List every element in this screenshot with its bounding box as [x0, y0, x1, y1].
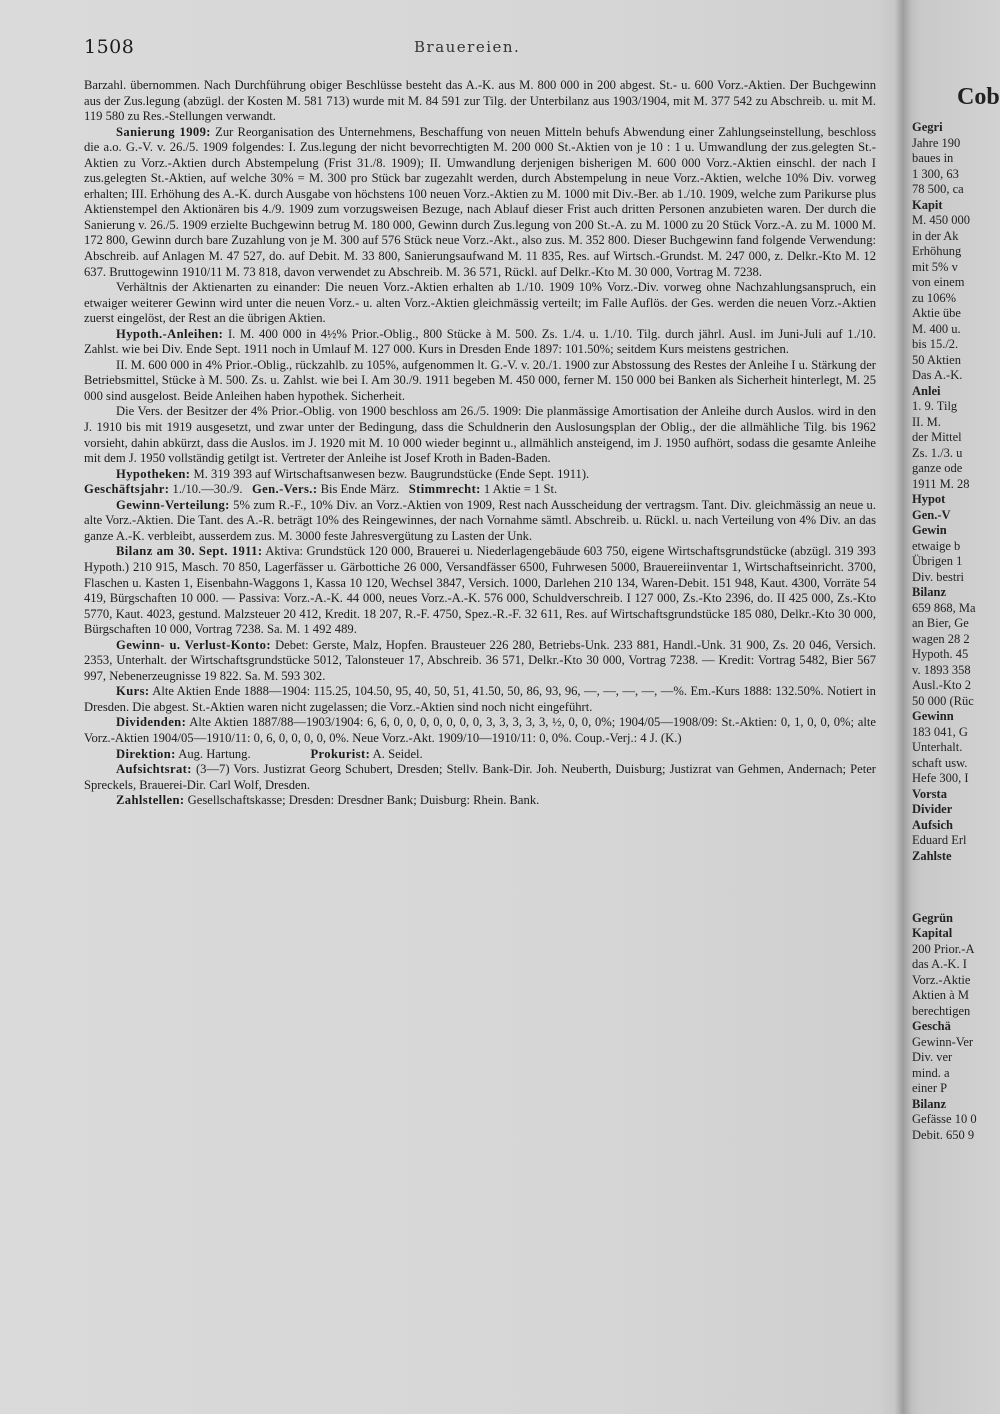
- geschaeftsjahr-label: Geschäftsjahr:: [84, 482, 170, 497]
- stimmrecht-text: 1 Aktie = 1 St.: [483, 482, 558, 497]
- right-page-line: Geschä: [912, 1019, 951, 1033]
- right-page-line: Kapital: [912, 926, 953, 940]
- right-page-line: Hypoth. 45: [912, 647, 969, 661]
- vers-text: Die Vers. der Besitzer der 4% Prior.-Oblig. von 1900 beschloss am 26./5. 1909: Die planmässige Amortisation der Anleihe durch Auslos. wird in den J. 1910 bis mit 1919 ausgesetzt, und zwar unter der Bedingung, dass die Schuldnerin den Auslosungsplan der Oblig., der die allmähliche Tilg. bis 1962 vorsieht, dahin abkürzt, dass die Auslos. im J. 1920 mit M. 10 000 wieder beginnt u., allmählich ansteigend, im J. 1950 aufhört, sodass die gesamte Anleihe mit dem J. 1950 vollständig getilgt ist. Vertreter der Anleihe ist Josef Kroth in Baden-Baden.: [84, 404, 876, 466]
- right-page-line: Eduard Erl: [912, 833, 967, 847]
- right-page-line: 1. 9. Tilg: [912, 399, 958, 413]
- guv-text: Debet: Gerste, Malz, Hopfen. Brausteuer 226 280, Betriebs-Unk. 233 881, Handl.-Unk. 31 900, Zs. 20 046, Versich. 2353, Unterhalt. der Wirtschaftsgrundstücke 5012, Talonsteuer 17, Abschreib. 36 571, Delkr.-Kto 30 000, Vortrag 7238. — Kredit: Vortrag 5482, Bier 567 997, Nebenerzeugnisse 19 822. Sa. M. 593 302.: [84, 637, 877, 683]
- aufsichtsrat-text: (3—7) Vors. Justizrat Georg Schubert, Dresden; Stellv. Bank-Dir. Joh. Neuberth, Duisburg; Justizrat van Gehmen, Andernach; Peter Spreckels, Brauerei-Dir. Carl Wolf, Dresden.: [84, 762, 876, 792]
- right-page-line: Aufsich: [912, 817, 953, 832]
- right-page-line: Unterhalt.: [912, 740, 963, 754]
- right-page-line: Gegrün: [912, 910, 953, 925]
- kurs-label: Kurs:: [116, 684, 150, 699]
- direktion-paragraph: [84, 747, 876, 763]
- verhaeltnis-text: Verhältnis der Aktienarten zu einander: Die neuen Vorz.-Aktien erhalten ab 1./10. 1909 10% Vorz.-Div. vorweg ohne Nachzahlungsanspruch, ein etwaiger weiterer Gewinn wird unter die neuen Vorz.- u. alten Vorz.-Aktien gleichmässig verteilt; im Falle Auflös. der Ges. werden die neuen Vorz.-Aktien zuerst eingelöst, der Rest an die übrigen Aktien.: [84, 280, 876, 326]
- right-page-line: mit 5% v: [912, 259, 958, 274]
- right-page-line: von einem: [912, 275, 965, 289]
- right-page-line: Aktien à M: [912, 988, 969, 1002]
- right-page-line: Div. ver: [912, 1050, 953, 1064]
- sanierung-label: Sanierung 1909:: [116, 124, 211, 139]
- right-page-line: Divider: [912, 802, 953, 816]
- right-page-line: einer P: [912, 1081, 948, 1095]
- right-page-line: [912, 880, 1000, 896]
- stimmrecht-label: Stimmrecht:: [408, 482, 481, 497]
- page-number: 1508: [84, 36, 135, 58]
- bilanz-paragraph: [84, 544, 876, 637]
- geschaeftsjahr-paragraph: [84, 482, 876, 498]
- zahlstellen-label: Zahlstellen:: [116, 793, 185, 808]
- aufsichtsrat-label: Aufsichtsrat:: [116, 762, 192, 777]
- right-page-line: berechtigen: [912, 1003, 971, 1018]
- right-page-line: v. 1893 358: [912, 662, 971, 677]
- guv-paragraph: [84, 638, 876, 685]
- right-page-line: Bilanz: [912, 585, 947, 599]
- prokurist-text: A. Seidel.: [372, 746, 423, 761]
- right-page-line: bis 15./2.: [912, 337, 959, 351]
- right-page-line: Jahre 190: [912, 135, 961, 150]
- right-page-line: ganze ode: [912, 461, 963, 475]
- right-page-line: wagen 28 2: [912, 631, 970, 646]
- right-page-line: Vorsta: [912, 786, 947, 801]
- right-page-line: etwaige b: [912, 538, 961, 553]
- dividenden-paragraph: [84, 715, 876, 746]
- gewinnverteilung-text: 5% zum R.-F., 10% Div. an Vorz.-Aktien von 1909, Rest nach Ausscheidung der vertragsm. Tant. Div. gleichmässig an neue u. alte Vorz.-Aktien. Die Tant. des A.-R. beträgt 10% des Reingewinnes, der nach Vornahme sämtl. Abschreib. u. Rückl. u. nach Verteilung von 4% Div. an das ganze A.-K. verbleibt, ausserdem zus. M. 3000 feste Jahresvergütung zu Lasten der Unk.: [84, 497, 876, 543]
- right-page-company-title: Cob: [957, 84, 1000, 110]
- genvers-text: Bis Ende März.: [320, 482, 400, 497]
- right-page-line: Vorz.-Aktie: [912, 972, 971, 987]
- right-page-line: Erhöhung: [912, 244, 962, 258]
- right-page-line: Gegri: [912, 120, 943, 134]
- sanierung-text: Zur Reorganisation des Unternehmens, Beschaffung von neuen Mitteln behufs Abwendung einer Zahlungseinstellung, beschloss die a.o. G.-V. v. 26./5. 1909 folgendes: I. Zus.legung der nicht bevorrechtigten M. 200 000 St.-Aktien von je 10 : 1 u. Umwandlung der zus.gelegten St.-Aktien zu Vorz.-Aktien durch Abstempelung (Frist 31./8. 1909); II. Umwandlung derjenigen bisherigen M. 600 000 Vorz.-Aktien einschl. der nach I zus.gelegten St.-Aktien, auf welche 30% = M. 300 pro Stück bar zugezahlt werden, durch Abstempelung in neue Vorz.-Aktien, welche 10% Div. vorweg erhalten; III. Erhöhung des A.-K. durch Ausgabe von höchstens 100 neuen Vorz.-Aktien zu M. 1000 mit Div.-Ber. ab 1./10. 1909, welche zum Parikurse plus Aktienstempel den Aktionären bis 4./9. 1909 zum vorzugsweisen Bezuge, nach Ablauf dieser Frist auch dritten Personen anzubieten waren. Der durch die Sanierung v. 26./5. 1909 erzielte Buchgewinn betrug M. 180 000, Gewinn durch Zus.legung von 200 St.-A. zu M. 1000 zu 20 Stück Vorz.-A. zu M. 1000 M. 172 800, Gewinn durch bare Zuzahlung von je M. 300 auf 576 Stück neue Vorz.-Akt., also zus. M. 352 800. Dieser Buchgewinn fand folgende Verwendung: Abschreib. auf Anlagen M. 47 527, do. auf Debit. M. 33 800, Sanierungsaufwand M. 11 835, Res. auf Wirtsch.-Grundst. M. 247 000, z. Delkr.-Kto M. 12 637. Bruttogewinn 1910/11 M. 73 818, davon verwendet zu Abschreib. M. 36 571, Rückl. auf Delkr.-Kto M. 30 000, Vortrag M. 7238.: [84, 124, 877, 279]
- right-page-line: Aktie übe: [912, 306, 961, 320]
- bilanz-text: Aktiva: Grundstück 120 000, Brauerei u. Niederlagengebäude 603 750, eigene Wirtschaftsgrundstücke (abzügl. 319 393 Hypoth.) 210 915, Masch. 70 850, Lagerfässer u. Gärbottiche 26 000, Versandfässer 6500, Fuhrwesen 5000, Brauereiinventar 1, Wirtschaftseinricht. 3700, Flaschen u. Kasten 1, Eisenbahn-Waggons 1, Kassa 10 120, Wechsel 3847, Versich. 1000, Darlehen 210 134, Waren-Debit. 151 948, Kaut. 4300, Vorräte 54 419, Bürgschaften 10 000. — Passiva: Vorz.-A.-K. 44 000, neues Vorz.-A.-K. 576 000, Schuldverschreib. I 127 000, Zs.-Kto 2396, do. II 425 000, Zs.-Kto 5770, Kaut. 4023, gestund. Malzsteuer 20 412, Kredit. 18 207, R.-F. 4750, Spez.-R.-F. 32 611, Res. auf Wirtschaftsgrundstücke 185 080, Delkr.-Kto 30 000, Bürgschaften 10 000, Vortrag 7238. Sa. M. 1 492 489.: [84, 544, 876, 637]
- book-spine-shadow: [895, 0, 911, 1414]
- right-page-line: Debit. 650 9: [912, 1127, 975, 1142]
- right-page-line: Gewinn: [912, 709, 954, 723]
- zahlstellen-paragraph: [84, 793, 876, 809]
- guv-label: Gewinn- u. Verlust-Konto:: [116, 637, 271, 652]
- hypotheken-label: Hypotheken:: [116, 466, 191, 481]
- right-page-line: Gen.-V: [912, 507, 951, 522]
- right-page-line: Zahlste: [912, 848, 952, 863]
- right-page-line: Gefässe 10 0: [912, 1112, 977, 1126]
- right-page-line: Hypot: [912, 492, 946, 506]
- intro-text: Barzahl. übernommen. Nach Durchführung obiger Beschlüsse besteht das A.-K. aus M. 800 000 in 200 abgest. St.- u. 600 Vorz.-Aktien. Der Buchgewinn aus der Zus.legung (abzügl. der Kosten M. 581 713) wurde mit M. 84 591 zur Tilg. der Unterbilanz aus 1903/1904, mit M. 377 542 zu Abschreib. u. mit M. 119 580 zu Res.-Stellungen verwandt.: [84, 78, 876, 124]
- right-page-line: schaft usw.: [912, 755, 968, 770]
- right-page-line: M. 450 000: [912, 213, 970, 227]
- right-page-line: 78 500, ca: [912, 182, 964, 196]
- zahlstellen-text: Gesellschaftskasse; Dresden: Dresdner Bank; Duisburg: Rhein. Bank.: [187, 793, 540, 808]
- verhaeltnis-paragraph: [84, 280, 876, 327]
- right-page-line: 1 300, 63: [912, 166, 959, 181]
- hypoth-ii-paragraph: [84, 358, 876, 405]
- gewinnverteilung-paragraph: [84, 498, 876, 545]
- right-page-line: das A.-K. I: [912, 957, 967, 971]
- right-page-lines: [912, 120, 1000, 1143]
- hypoth-anleihen-text: I. M. 400 000 in 4½% Prior.-Oblig., 800 Stücke à M. 500. Zs. 1./4. u. 1./10. Tilg. durch jährl. Ausl. im Juni-Juli auf 1./10. Zahlst. wie bei Div. Ende Sept. 1911 noch in Umlauf M. 127 000. Kurs in Dresden Ende 1897: 101.50%; seitdem Kurs meistens gestrichen.: [84, 326, 876, 357]
- right-page-line: [912, 895, 1000, 911]
- right-page-line: Bilanz: [912, 1096, 947, 1111]
- right-page-line: 50 Aktien: [912, 352, 961, 367]
- right-page-line: mind. a: [912, 1065, 950, 1080]
- right-page-line: Gewin: [912, 523, 947, 537]
- genvers-label: Gen.-Vers.:: [251, 482, 318, 497]
- right-page-line: Zs. 1./3. u: [912, 445, 963, 460]
- direktion-text: Aug. Hartung.: [178, 746, 251, 761]
- right-page-line: Das A.-K.: [912, 368, 963, 382]
- direktion-label: Direktion:: [116, 746, 176, 761]
- right-page-line: 200 Prior.-A: [912, 941, 975, 956]
- right-page-line: Anlei: [912, 383, 941, 398]
- right-page-line: zu 106%: [912, 290, 957, 305]
- vers-paragraph: [84, 404, 876, 466]
- hypoth-anleihen-label: Hypoth.-Anleihen:: [116, 326, 224, 341]
- right-page-line: Übrigen 1: [912, 554, 963, 568]
- right-page-column: [912, 78, 1000, 1143]
- right-page-line: Ausl.-Kto 2: [912, 678, 972, 692]
- right-page-line: Div. bestri: [912, 569, 964, 584]
- right-page-line: 1911 M. 28: [912, 476, 970, 491]
- sanierung-paragraph: [84, 125, 876, 280]
- intro-paragraph: [84, 78, 876, 125]
- right-page-line: der Mittel: [912, 430, 962, 444]
- prokurist-label: Prokurist:: [310, 746, 371, 761]
- aufsichtsrat-paragraph: [84, 762, 876, 793]
- kurs-text: Alte Aktien Ende 1888—1904: 115.25, 104.50, 95, 40, 50, 51, 41.50, 50, 86, 93, 96, —, —, —, —, —%. Em.-Kurs 1888: 132.50%. Notiert in Dresden. Die abgest. St.-Aktien waren nicht zugelassen; die Vorz.-Aktien sind noch nicht eingeführt.: [84, 684, 876, 714]
- page-header: [84, 36, 874, 60]
- geschaeftsjahr-text: 1./10.—30./9.: [172, 482, 243, 497]
- hypotheken-text: M. 319 393 auf Wirtschaftsanwesen bezw. Baugrundstücke (Ende Sept. 1911).: [193, 466, 590, 481]
- right-page-line: 659 868, Ma: [912, 600, 976, 615]
- dividenden-text: Alte Aktien 1887/88—1903/1904: 6, 6, 0, 0, 0, 0, 0, 0, 0, 3, 3, 3, 3, 3, ½, 0, 0, 0%; 1904/05—1908/09: St.-Aktien: 0, 1, 0, 0, 0%; alte Vorz.-Aktien 1904/05—1910/11: 0, 6, 0, 0, 0, 0, 0%. Neue Vorz.-Akt. 1909/10—1910/11: 0, 0%. Coup.-Verj.: 4 J. (K.): [84, 715, 876, 745]
- right-page-line: in der Ak: [912, 228, 959, 243]
- right-page-line: 183 041, G: [912, 724, 968, 739]
- kurs-paragraph: [84, 684, 876, 715]
- right-page-line: Gewinn-Ver: [912, 1034, 974, 1049]
- right-page-line: Kapit: [912, 197, 943, 212]
- hypotheken-paragraph: [84, 467, 876, 483]
- right-page-line: 50 000 (Rüc: [912, 693, 974, 708]
- gewinnverteilung-label: Gewinn-Verteilung:: [116, 497, 230, 512]
- right-page-line: II. M.: [912, 414, 941, 429]
- main-column: [84, 78, 876, 809]
- bilanz-label: Bilanz am 30. Sept. 1911:: [116, 544, 263, 559]
- running-title: Brauereien.: [414, 38, 521, 56]
- right-page-line: baues in: [912, 151, 954, 165]
- hypoth-anleihen-paragraph: [84, 327, 876, 358]
- dividenden-label: Dividenden:: [116, 715, 187, 730]
- right-page-line: an Bier, Ge: [912, 616, 969, 630]
- right-page-line: Hefe 300, I: [912, 771, 969, 785]
- right-page-line: M. 400 u.: [912, 321, 961, 336]
- right-page-line: [912, 864, 1000, 880]
- hypoth-ii-text: II. M. 600 000 in 4% Prior.-Oblig., rückzahlb. zu 105%, aufgenommen lt. G.-V. v. 20./1. 1900 zur Abstossung des Restes der Anleihe I u. Stärkung der Betriebsmittel, Stücke à M. 500. Zs. u. Zahlst. wie bei I. Am 30./9. 1911 begeben M. 450 000, ferner M. 150 000 bei Banken als Sicherheit hinterlegt, M. 25 000 sind ausgelost. Beide Anleihen haben hypothek. Sicherheit.: [84, 357, 876, 403]
